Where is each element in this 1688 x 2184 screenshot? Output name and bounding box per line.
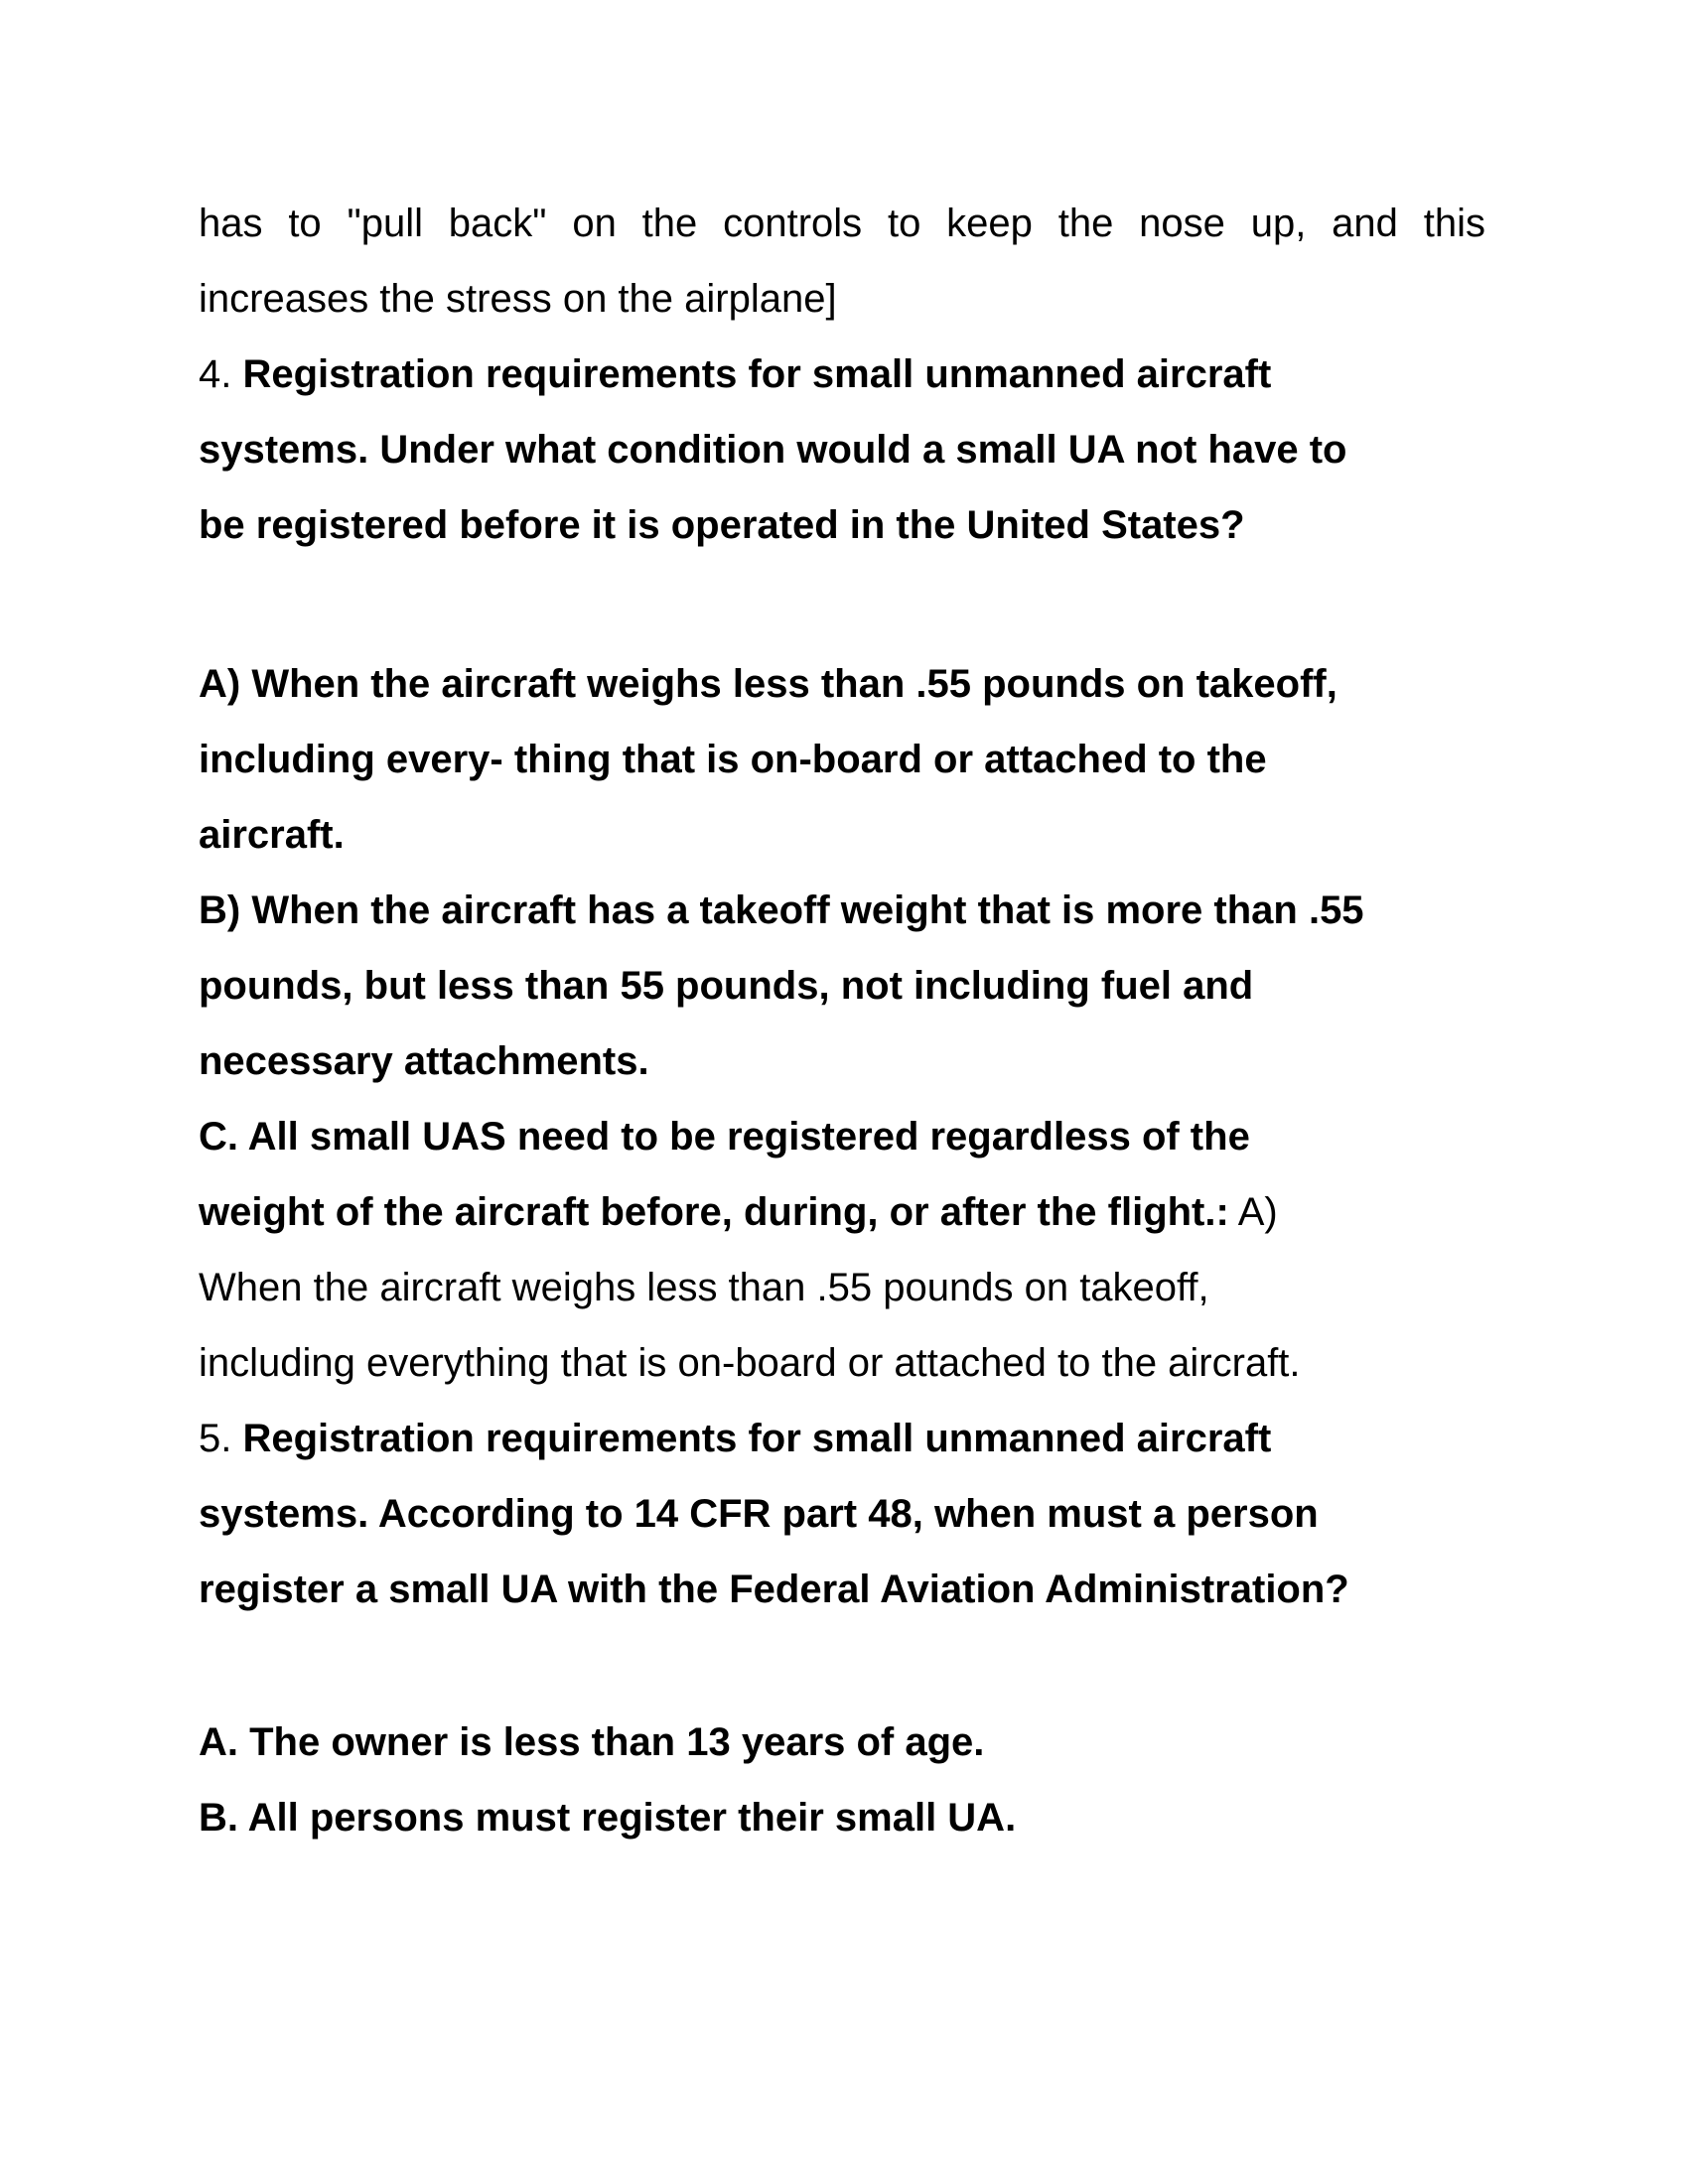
question-5-number: 5. [199, 1417, 232, 1460]
question-4-option-a-line-2: including every- thing that is on-board or attached to the [199, 738, 1267, 781]
continuation-line-1: has to "pull back" on the controls to keep the nose up, and this [199, 202, 1485, 245]
question-4-number: 4. [199, 352, 232, 396]
question-5-option-b: B. All persons must register their small UA. [199, 1796, 1017, 1840]
question-5-option-a: A. The owner is less than 13 years of age. [199, 1720, 985, 1764]
question-4-line-2: systems. Under what condition would a small UA not have to [199, 428, 1347, 472]
question-4-option-b-line-3: necessary attachments. [199, 1039, 649, 1083]
question-4-option-a-line-3: aircraft. [199, 813, 345, 857]
question-5-line-2: systems. According to 14 CFR part 48, when must a person [199, 1492, 1319, 1536]
question-4-line-1 [199, 350, 1271, 398]
question-4-answer-line-2: When the aircraft weighs less than .55 pounds on takeoff, [199, 1266, 1209, 1309]
question-4-option-c-line-2 [199, 1188, 1278, 1236]
question-4-answer-label: A) [1237, 1190, 1278, 1234]
question-5-line-3: register a small UA with the Federal Aviation Administration? [199, 1568, 1349, 1611]
question-4-option-b-line-1: B) When the aircraft has a takeoff weight that is more than .55 [199, 888, 1364, 932]
question-5-title: Registration requirements for small unmanned aircraft [242, 1417, 1272, 1460]
question-4-title: Registration requirements for small unmanned aircraft [242, 352, 1272, 396]
question-4-answer-line-3: including everything that is on-board or attached to the aircraft. [199, 1341, 1301, 1385]
question-4-option-c-text: weight of the aircraft before, during, or after the flight.: [199, 1190, 1229, 1234]
question-5-line-1 [199, 1415, 1271, 1462]
question-4-option-a-line-1: A) When the aircraft weighs less than .55 pounds on takeoff, [199, 662, 1337, 706]
question-4-option-b-line-2: pounds, but less than 55 pounds, not including fuel and [199, 964, 1254, 1008]
continuation-line-2: increases the stress on the airplane] [199, 277, 837, 321]
question-4-line-3: be registered before it is operated in the United States? [199, 503, 1245, 547]
question-4-option-c-line-1: C. All small UAS need to be registered regardless of the [199, 1115, 1250, 1159]
